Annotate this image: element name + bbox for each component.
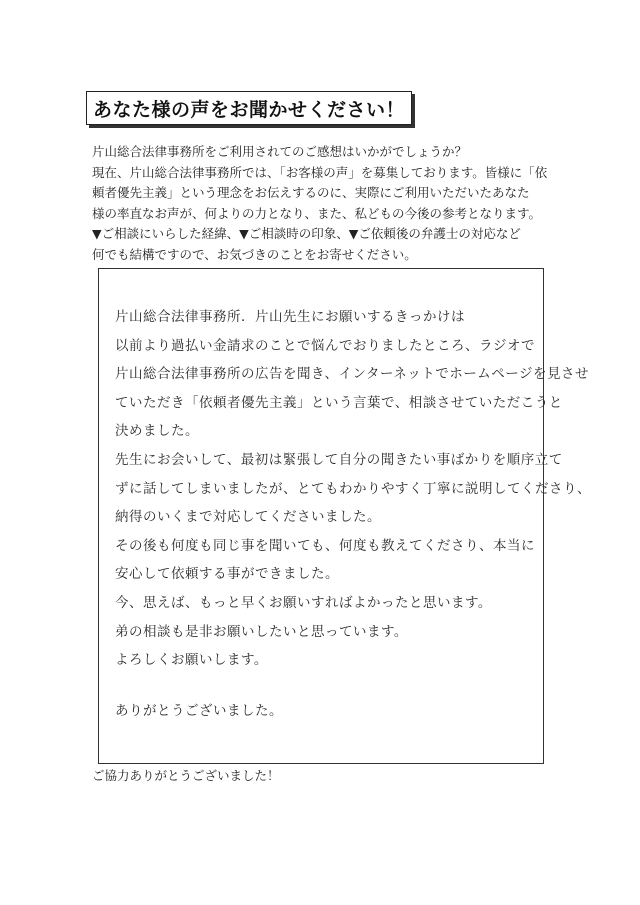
letter-line: 納得のいくまで対応してくださいました。 <box>115 509 381 526</box>
handwritten-letter <box>115 303 591 725</box>
letter-line: ていただき「依頼者優先主義」という言葉で、相談させていただこうと <box>115 394 563 411</box>
letter-line: 先生にお会いして、最初は緊張して自分の聞きたい事ばかりを順序立て <box>115 451 563 468</box>
letter-line: 片山総合法律事務所．片山先生にお願いするきっかけは <box>115 309 465 325</box>
letter-line: 安心して依頼する事ができました。 <box>115 566 339 583</box>
thank-you-footer: ご協力ありがとうございました！ <box>92 768 280 783</box>
letter-line: 今、思えば、もっと早くお願いすればよかったと思います。 <box>115 594 492 611</box>
letter-line: 以前より過払い金請求のことで悩んでおりましたところ、ラジオで <box>115 337 535 354</box>
letter-line: よろしくお願いします。 <box>115 652 268 669</box>
intro-line: 現在、片山総合法律事務所では、「お客様の声」を募集しております。皆様に「依 <box>92 164 548 180</box>
page-title: あなた様の声をお聞かせください！ <box>93 98 406 121</box>
intro-line: 様の率直なお声が、何よりの力となり、また、私どもの今後の参考となります。 <box>92 205 542 221</box>
intro-line: 何でも結構ですので、お気づきのことをお寄せください。 <box>92 246 417 262</box>
intro-paragraph <box>92 142 562 265</box>
letter-line: 決めました。 <box>115 423 199 440</box>
letter-line: ありがとうございました。 <box>115 702 283 719</box>
letter-line: 片山総合法律事務所の広告を聞き、インターネットでホームページを見させ <box>115 366 589 383</box>
intro-line: 頼者優先主義」という理念をお伝えするのに、実際にご利用いただいたあなた <box>92 185 530 200</box>
letter-line: 弟の相談も是非お願いしたいと思っています。 <box>115 623 408 640</box>
letter-line: その後も何度も同じ事を聞いても、何度も教えてくださり、本当に <box>115 537 535 554</box>
heading-box <box>86 91 412 125</box>
letter-line: ずに話してしまいましたが、とてもわかりやすく丁寧に説明してくださり、 <box>115 480 591 497</box>
intro-line: ▼ご相談にいらした経緯、▼ご相談時の印象、▼ご依頼後の弁護士の対応など <box>92 226 521 241</box>
intro-line: 片山総合法律事務所をご利用されてのご感想はいかがでしょうか？ <box>92 144 468 159</box>
handwritten-letter-box <box>98 268 591 764</box>
